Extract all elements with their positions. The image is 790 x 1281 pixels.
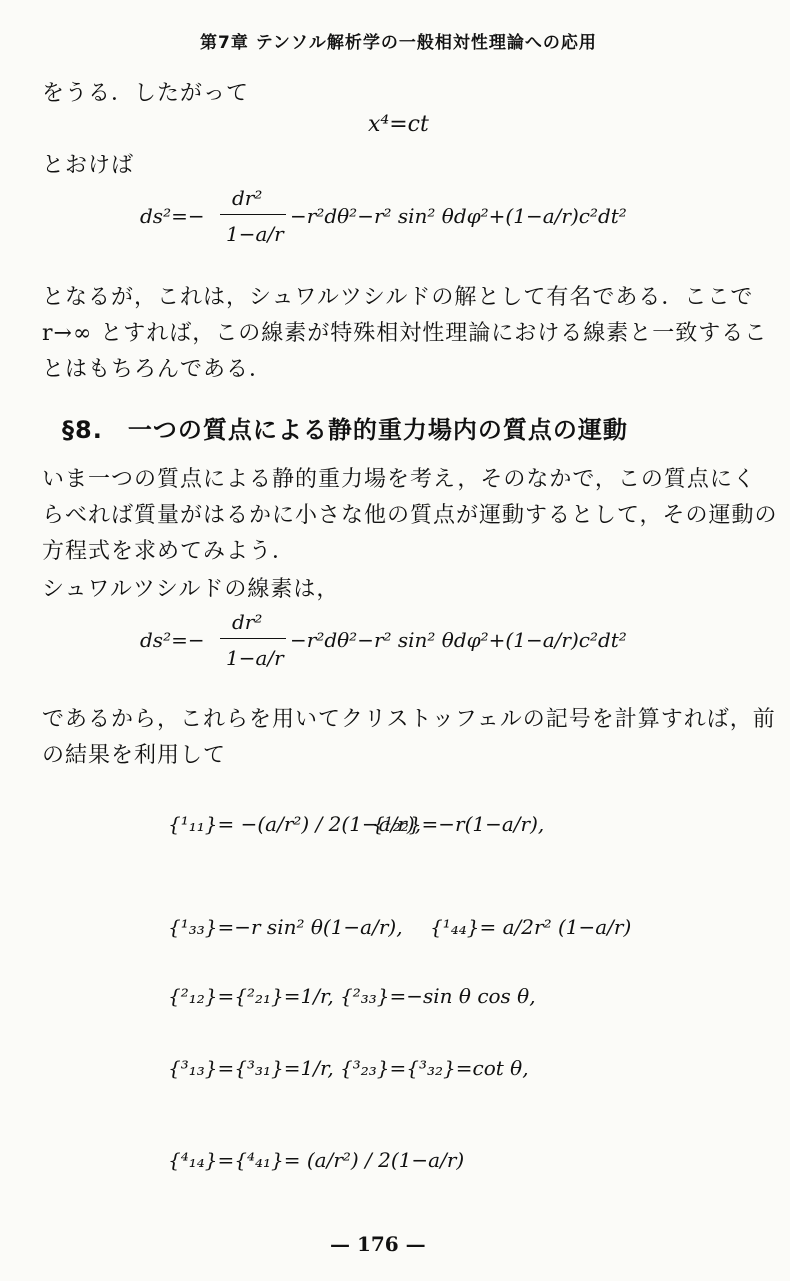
eq-rhs: −r²dθ²−r² sin² θdφ²+(1−a/r)c²dt² (290, 204, 627, 228)
christoffel-323: {³₂₃}={³₃₂}=cot θ, (340, 1056, 529, 1080)
eq-lhs: ds²=− (140, 628, 205, 652)
text-line: らべれば質量がはるかに小さな他の質点が運動するとして，その運動の (42, 503, 778, 528)
christoffel-313: {³₁₃}={³₃₁}=1/r, (168, 1056, 334, 1080)
text-line: いま一つの質点による静的重力場を考え，そのなかで，この質点にく (42, 467, 756, 492)
page-number: — 176 — (330, 1232, 426, 1256)
equation-x4: x⁴=ct (368, 112, 429, 137)
eq-denominator: 1−a/r (226, 222, 284, 246)
fraction-bar (220, 638, 286, 639)
fraction-bar (220, 214, 286, 215)
text-line: シュワルツシルドの線素は， (42, 577, 340, 602)
eq-rhs: −r²dθ²−r² sin² θdφ²+(1−a/r)c²dt² (290, 628, 627, 652)
text-line: であるから，これらを用いてクリストッフェルの記号を計算すれば，前 (42, 707, 776, 732)
text-line: r→∞ とすれば，この線素が特殊相対性理論における線素と一致するこ (42, 321, 768, 346)
christoffel-122: {¹₂₂}=−r(1−a/r), (372, 812, 545, 836)
text-line: とおけば (42, 153, 135, 178)
christoffel-111: {¹₁₁}= −(a/r²) / 2(1−a/r), (168, 812, 422, 836)
christoffel-133: {¹₃₃}=−r sin² θ(1−a/r), (168, 915, 403, 939)
eq-denominator: 1−a/r (226, 646, 284, 670)
section-heading: §8. 一つの質点による静的重力場内の質点の運動 (62, 416, 628, 444)
text-line: 方程式を求めてみよう． (42, 539, 296, 564)
text-line: をうる．したがって (42, 81, 250, 106)
eq-lhs: ds²=− (140, 204, 205, 228)
christoffel-233: {²₃₃}=−sin θ cos θ, (340, 984, 536, 1008)
running-header: 第7章 テンソル解析学の一般相対性理論への応用 (200, 33, 597, 53)
christoffel-144: {¹₄₄}= a/2r² (1−a/r) (430, 915, 632, 939)
eq-numerator: dr² (232, 610, 263, 634)
christoffel-414: {⁴₁₄}={⁴₄₁}= (a/r²) / 2(1−a/r) (168, 1148, 465, 1172)
text-line: とはもちろんである． (42, 357, 273, 382)
christoffel-212: {²₁₂}={²₂₁}=1/r, (168, 984, 334, 1008)
text-line: の結果を利用して (42, 743, 227, 768)
text-line: となるが，これは，シュワルツシルドの解として有名である．ここで (42, 285, 754, 310)
eq-numerator: dr² (232, 186, 263, 210)
